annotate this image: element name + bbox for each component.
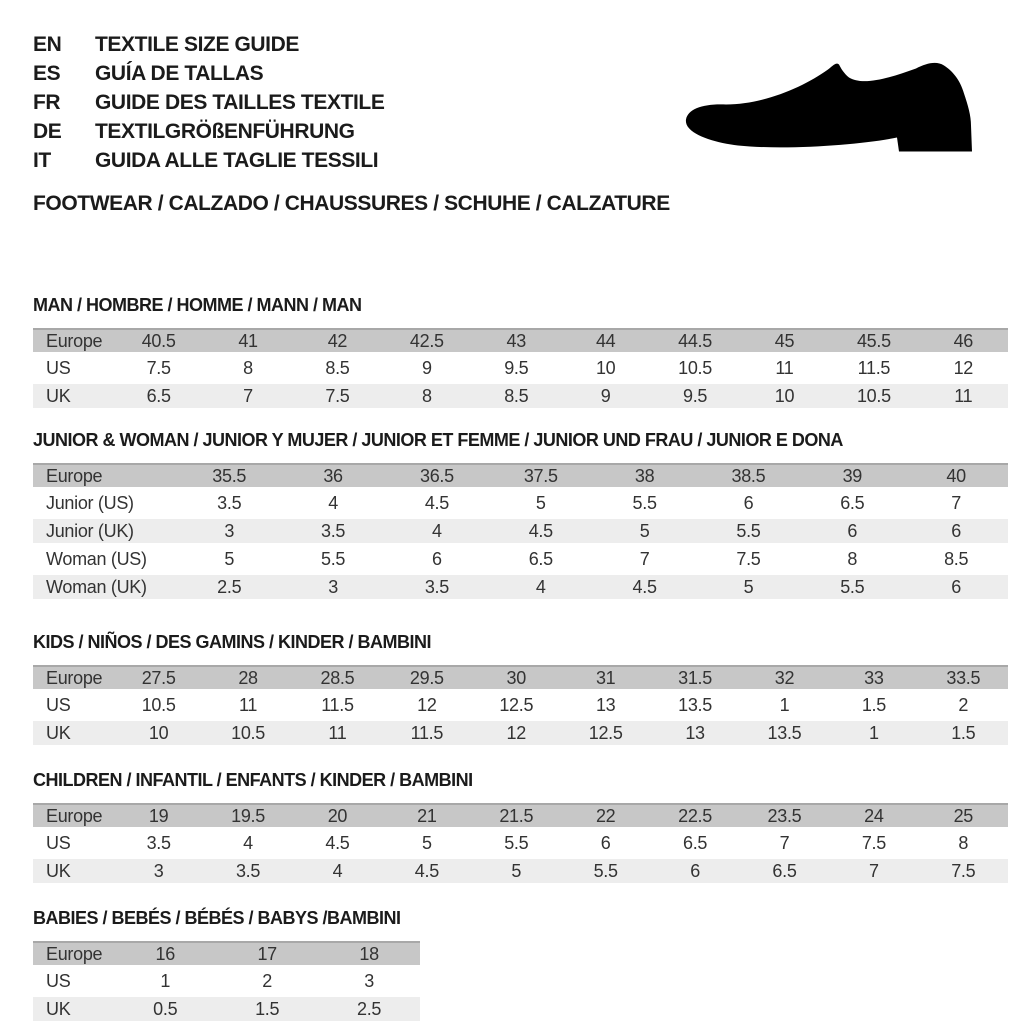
size-value: 29.5 <box>409 667 444 688</box>
size-value: 9.5 <box>504 357 529 378</box>
lang-label: GUIDA ALLE TAGLIE TESSILI <box>95 149 379 172</box>
size-value: 27.5 <box>141 667 176 688</box>
size-value: 5.5 <box>632 492 657 513</box>
section-title-junior-woman: JUNIOR & WOMAN / JUNIOR Y MUJER / JUNIOR ET FEMME / JUNIOR UND FRAU / JUNIOR E DONA <box>33 430 843 450</box>
table-row-woman-us <box>33 547 1008 571</box>
size-value: 13 <box>685 722 705 743</box>
size-value: 19 <box>148 805 169 826</box>
size-value: 5.5 <box>840 576 865 597</box>
section-title-babies: BABIES / BEBÉS / BÉBÉS / BABYS /BAMBINI <box>33 908 401 928</box>
size-value: 4 <box>432 520 442 541</box>
size-value: 6.5 <box>528 548 553 569</box>
table-row-uk <box>33 384 1008 408</box>
size-value: 8.5 <box>944 548 969 569</box>
size-value: 31 <box>595 667 616 688</box>
size-value: 11.5 <box>321 694 354 715</box>
size-value: 11.5 <box>410 722 444 743</box>
size-value: 40.5 <box>141 330 176 351</box>
size-value: 5 <box>639 520 650 541</box>
size-value: 2.5 <box>357 998 382 1019</box>
size-value: 1.5 <box>951 722 976 743</box>
size-value: 11 <box>954 385 973 406</box>
size-value: 6 <box>951 520 961 541</box>
row-label: UK <box>46 860 71 881</box>
lang-code: FR <box>33 91 61 114</box>
size-value: 40 <box>946 465 966 486</box>
lang-code: EN <box>33 33 62 56</box>
size-value: 3 <box>364 970 374 991</box>
size-value: 6.5 <box>840 492 865 513</box>
size-value: 22 <box>595 805 616 826</box>
size-value: 42.5 <box>409 330 444 351</box>
size-value: 12 <box>417 694 437 715</box>
size-value: 3.5 <box>424 576 449 597</box>
size-section-man <box>33 295 1008 408</box>
size-table-babies <box>33 941 420 1021</box>
size-value: 3.5 <box>146 832 171 853</box>
size-value: 9 <box>600 385 611 406</box>
size-value: 7 <box>779 832 790 853</box>
size-value: 28.5 <box>320 667 355 688</box>
size-value: 0.5 <box>153 998 178 1019</box>
size-value: 1 <box>160 970 171 991</box>
size-value: 1 <box>779 694 790 715</box>
table-row-europe <box>33 463 1008 487</box>
size-value: 3.5 <box>217 492 242 513</box>
size-value: 12.5 <box>499 694 534 715</box>
size-value: 20 <box>327 805 348 826</box>
size-value: 2.5 <box>217 576 242 597</box>
table-row-us <box>33 356 1008 380</box>
size-value: 5 <box>511 860 522 881</box>
size-value: 10.5 <box>678 357 712 378</box>
size-value: 32 <box>774 667 795 688</box>
category-title: FOOTWEAR / CALZADO / CHAUSSURES / SCHUHE / CALZATURE <box>33 192 670 215</box>
size-table-kids <box>33 665 1008 745</box>
size-value: 21.5 <box>499 805 534 826</box>
row-label: US <box>46 694 71 715</box>
size-value: 19.5 <box>231 805 265 826</box>
size-section-babies <box>33 908 1008 1021</box>
row-label: Europe <box>46 330 103 351</box>
size-value: 22.5 <box>678 805 712 826</box>
size-value: 16 <box>155 943 175 964</box>
row-label: Woman (US) <box>46 548 147 569</box>
size-value: 7.5 <box>951 860 976 881</box>
row-label: Junior (US) <box>46 492 134 513</box>
size-value: 25 <box>953 805 973 826</box>
size-value: 13 <box>595 694 616 715</box>
size-value: 1.5 <box>255 998 280 1019</box>
table-row-uk <box>33 721 1008 745</box>
size-value: 44 <box>595 330 616 351</box>
row-label: US <box>46 832 71 853</box>
size-value: 24 <box>864 805 884 826</box>
size-value: 39 <box>842 465 862 486</box>
size-value: 4 <box>328 492 338 513</box>
size-value: 28 <box>238 667 258 688</box>
size-value: 46 <box>953 330 973 351</box>
size-value: 44.5 <box>678 330 712 351</box>
table-row-junior-us <box>33 491 1008 515</box>
table-row-europe <box>33 941 420 965</box>
row-label: US <box>46 357 71 378</box>
size-value: 8 <box>421 385 432 406</box>
row-label: Europe <box>46 465 103 486</box>
row-label: UK <box>46 722 71 743</box>
size-section-kids <box>33 632 1008 745</box>
size-value: 6 <box>432 548 442 569</box>
lang-code: DE <box>33 120 62 143</box>
size-section-junior-woman <box>33 430 1008 599</box>
row-label: UK <box>46 385 71 406</box>
size-value: 33 <box>864 667 884 688</box>
row-label: UK <box>46 998 71 1019</box>
size-value: 3.5 <box>235 860 261 881</box>
size-value: 5.5 <box>593 860 618 881</box>
row-label: Europe <box>46 667 103 688</box>
size-value: 2 <box>958 694 969 715</box>
dress-shoe-icon <box>668 52 983 164</box>
size-value: 12 <box>506 722 526 743</box>
size-value: 4.5 <box>528 520 553 541</box>
size-value: 6 <box>847 520 858 541</box>
row-label: Europe <box>46 805 103 826</box>
section-title-children: CHILDREN / INFANTIL / ENFANTS / KINDER / BAMBINI <box>33 770 473 790</box>
size-value: 7 <box>869 860 879 881</box>
size-value: 6 <box>743 492 754 513</box>
size-value: 12.5 <box>588 722 623 743</box>
size-value: 4.5 <box>424 492 449 513</box>
table-row-uk <box>33 997 420 1021</box>
size-value: 35.5 <box>212 465 247 486</box>
size-value: 45.5 <box>856 330 891 351</box>
size-value: 5.5 <box>504 832 529 853</box>
size-value: 8 <box>243 357 253 378</box>
size-value: 17 <box>257 943 277 964</box>
lang-code: ES <box>33 62 61 85</box>
size-value: 2 <box>262 970 273 991</box>
size-value: 7.5 <box>736 548 761 569</box>
table-row-us <box>33 693 1008 717</box>
lang-label: GUIDE DES TAILLES TEXTILE <box>95 91 385 114</box>
size-value: 30 <box>506 667 526 688</box>
size-value: 31.5 <box>678 667 712 688</box>
size-value: 33.5 <box>946 667 981 688</box>
size-value: 38.5 <box>731 465 766 486</box>
size-table-children <box>33 803 1008 883</box>
size-tables <box>33 295 1008 1021</box>
lang-code: IT <box>33 149 51 172</box>
section-title-man: MAN / HOMBRE / HOMME / MANN / MAN <box>33 295 362 315</box>
table-row-us <box>33 969 420 993</box>
size-value: 9 <box>421 357 432 378</box>
size-value: 1.5 <box>861 694 886 715</box>
size-value: 3 <box>328 576 338 597</box>
size-value: 6 <box>690 860 700 881</box>
size-value: 10.5 <box>141 694 176 715</box>
size-value: 4 <box>243 832 253 853</box>
size-value: 6 <box>951 576 961 597</box>
table-row-europe <box>33 328 1008 352</box>
size-value: 38 <box>634 465 655 486</box>
size-value: 11 <box>328 722 347 743</box>
table-row-junior-uk <box>33 519 1008 543</box>
table-row-us <box>33 831 1008 855</box>
table-row-woman-uk <box>33 575 1008 599</box>
size-value: 11.5 <box>857 357 891 378</box>
size-value: 8 <box>847 548 858 569</box>
size-value: 5 <box>421 832 432 853</box>
size-value: 1 <box>869 722 879 743</box>
size-value: 23.5 <box>767 805 802 826</box>
lang-label: TEXTILGRÖßENFÜHRUNG <box>95 120 355 143</box>
size-value: 10 <box>774 385 795 406</box>
size-value: 9.5 <box>683 385 708 406</box>
size-value: 4 <box>332 860 343 881</box>
size-table-junior-woman <box>33 463 1008 599</box>
size-value: 41 <box>238 330 258 351</box>
size-value: 4.5 <box>414 860 439 881</box>
size-value: 6.5 <box>772 860 797 881</box>
size-value: 7 <box>639 548 650 569</box>
lang-label: GUÍA DE TALLAS <box>95 62 264 85</box>
size-value: 5.5 <box>321 548 346 569</box>
lang-label: TEXTILE SIZE GUIDE <box>95 33 299 56</box>
size-value: 7.5 <box>861 832 886 853</box>
size-value: 13.5 <box>678 694 712 715</box>
size-value: 8 <box>958 832 969 853</box>
size-value: 11 <box>238 694 258 715</box>
size-value: 4.5 <box>325 832 350 853</box>
size-section-children <box>33 770 1008 883</box>
size-value: 12 <box>953 357 973 378</box>
size-value: 4 <box>535 576 546 597</box>
table-row-europe <box>33 665 1008 689</box>
size-value: 10 <box>595 357 616 378</box>
size-value: 5 <box>224 548 235 569</box>
size-value: 7 <box>951 492 961 513</box>
row-label: Junior (UK) <box>46 520 134 541</box>
size-value: 10 <box>148 722 169 743</box>
size-value: 13.5 <box>767 722 802 743</box>
header <box>33 30 1008 216</box>
size-value: 45 <box>774 330 795 351</box>
size-value: 3 <box>153 860 164 881</box>
size-value: 6 <box>600 832 611 853</box>
size-value: 8.5 <box>504 385 529 406</box>
size-value: 8.5 <box>325 357 350 378</box>
size-value: 6.5 <box>146 385 171 406</box>
size-value: 6.5 <box>683 832 708 853</box>
row-label: Europe <box>46 943 103 964</box>
size-value: 10.5 <box>231 722 265 743</box>
size-value: 5.5 <box>736 520 761 541</box>
size-value: 7.5 <box>325 385 350 406</box>
row-label: US <box>46 970 71 991</box>
size-value: 7.5 <box>146 357 171 378</box>
size-value: 36.5 <box>419 465 454 486</box>
size-value: 42 <box>327 330 348 351</box>
size-table-man <box>33 328 1008 408</box>
size-value: 7 <box>243 385 253 406</box>
size-value: 3.5 <box>321 520 346 541</box>
size-value: 10.5 <box>856 385 891 406</box>
size-value: 3 <box>224 520 235 541</box>
dress-shoe-path <box>686 63 972 152</box>
row-label: Woman (UK) <box>46 576 147 597</box>
size-value: 4.5 <box>632 576 657 597</box>
table-row-uk <box>33 859 1008 883</box>
size-value: 5 <box>743 576 754 597</box>
size-value: 43 <box>506 330 526 351</box>
section-title-kids: KIDS / NIÑOS / DES GAMINS / KINDER / BAMBINI <box>33 632 432 652</box>
size-value: 37.5 <box>523 465 558 486</box>
size-value: 11 <box>775 357 794 378</box>
size-value: 21 <box>417 805 437 826</box>
size-value: 36 <box>323 465 343 486</box>
size-value: 5 <box>535 492 546 513</box>
table-row-europe <box>33 803 1008 827</box>
size-value: 18 <box>359 943 379 964</box>
